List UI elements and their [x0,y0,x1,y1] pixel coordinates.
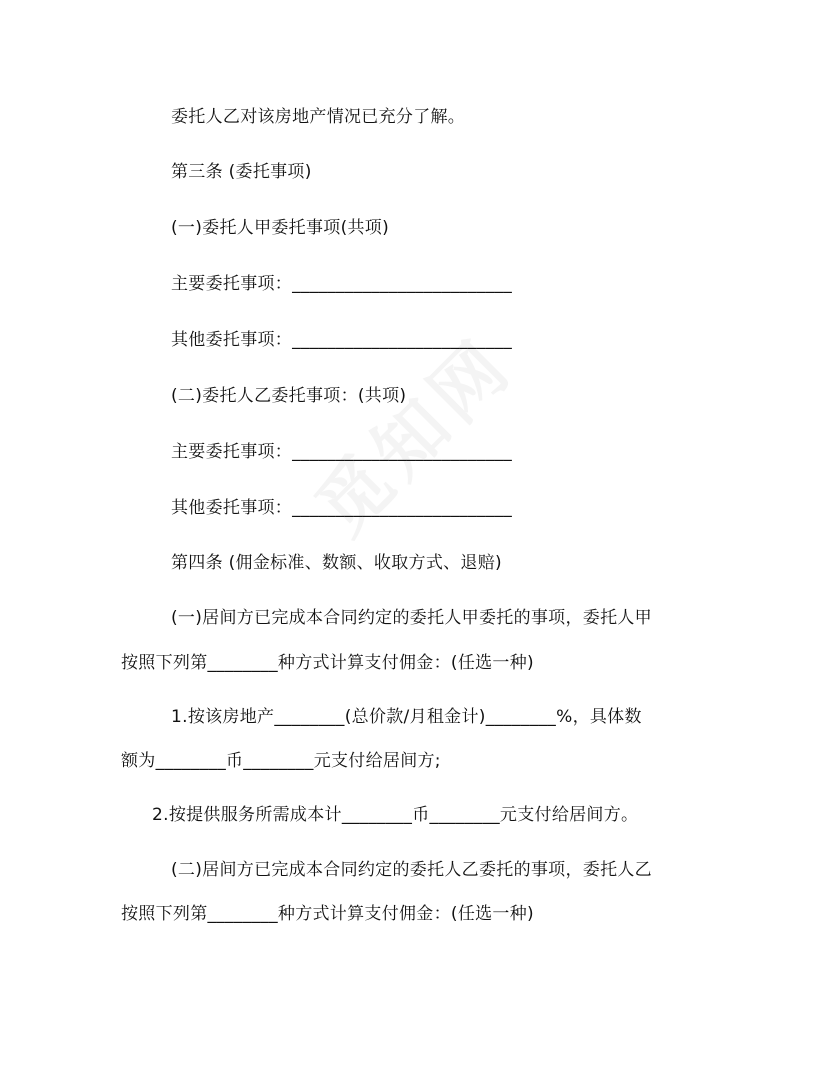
article-3-heading: 第三条 (委托事项) [171,162,312,182]
option-2: 2.按提供服务所需成本计________币________元支付给居间方。 [152,805,639,825]
text-line-1: 委托人乙对该房地产情况已充分了解。 [171,107,466,127]
paragraph-party-a-commission-line-2: 按照下列第________种方式计算支付佣金：(任选一种) [121,653,534,673]
article-4-heading: 第四条 (佣金标准、数额、收取方式、退赔) [171,553,502,573]
party-b-other-item: 其他委托事项：_________________________ [171,498,513,518]
party-a-main-item: 主要委托事项：_________________________ [171,274,513,294]
paragraph-party-b-commission-line-2: 按照下列第________种方式计算支付佣金：(任选一种) [121,904,534,924]
party-b-main-item: 主要委托事项：_________________________ [171,442,513,462]
party-a-other-item: 其他委托事项：_________________________ [171,330,513,350]
section-party-a-items: (一)委托人甲委托事项(共项) [171,218,390,238]
paragraph-party-b-commission-line-1: (二)居间方已完成本合同约定的委托人乙委托的事项，委托人乙 [171,860,652,880]
option-1-line-2: 额为________币________元支付给居间方; [121,751,441,771]
section-party-b-items: (二)委托人乙委托事项：(共项) [171,386,407,406]
paragraph-party-a-commission-line-1: (一)居间方已完成本合同约定的委托人甲委托的事项，委托人甲 [171,608,652,628]
option-1-line-1: 1.按该房地产________(总价款/月租金计)________%，具体数 [171,707,642,727]
